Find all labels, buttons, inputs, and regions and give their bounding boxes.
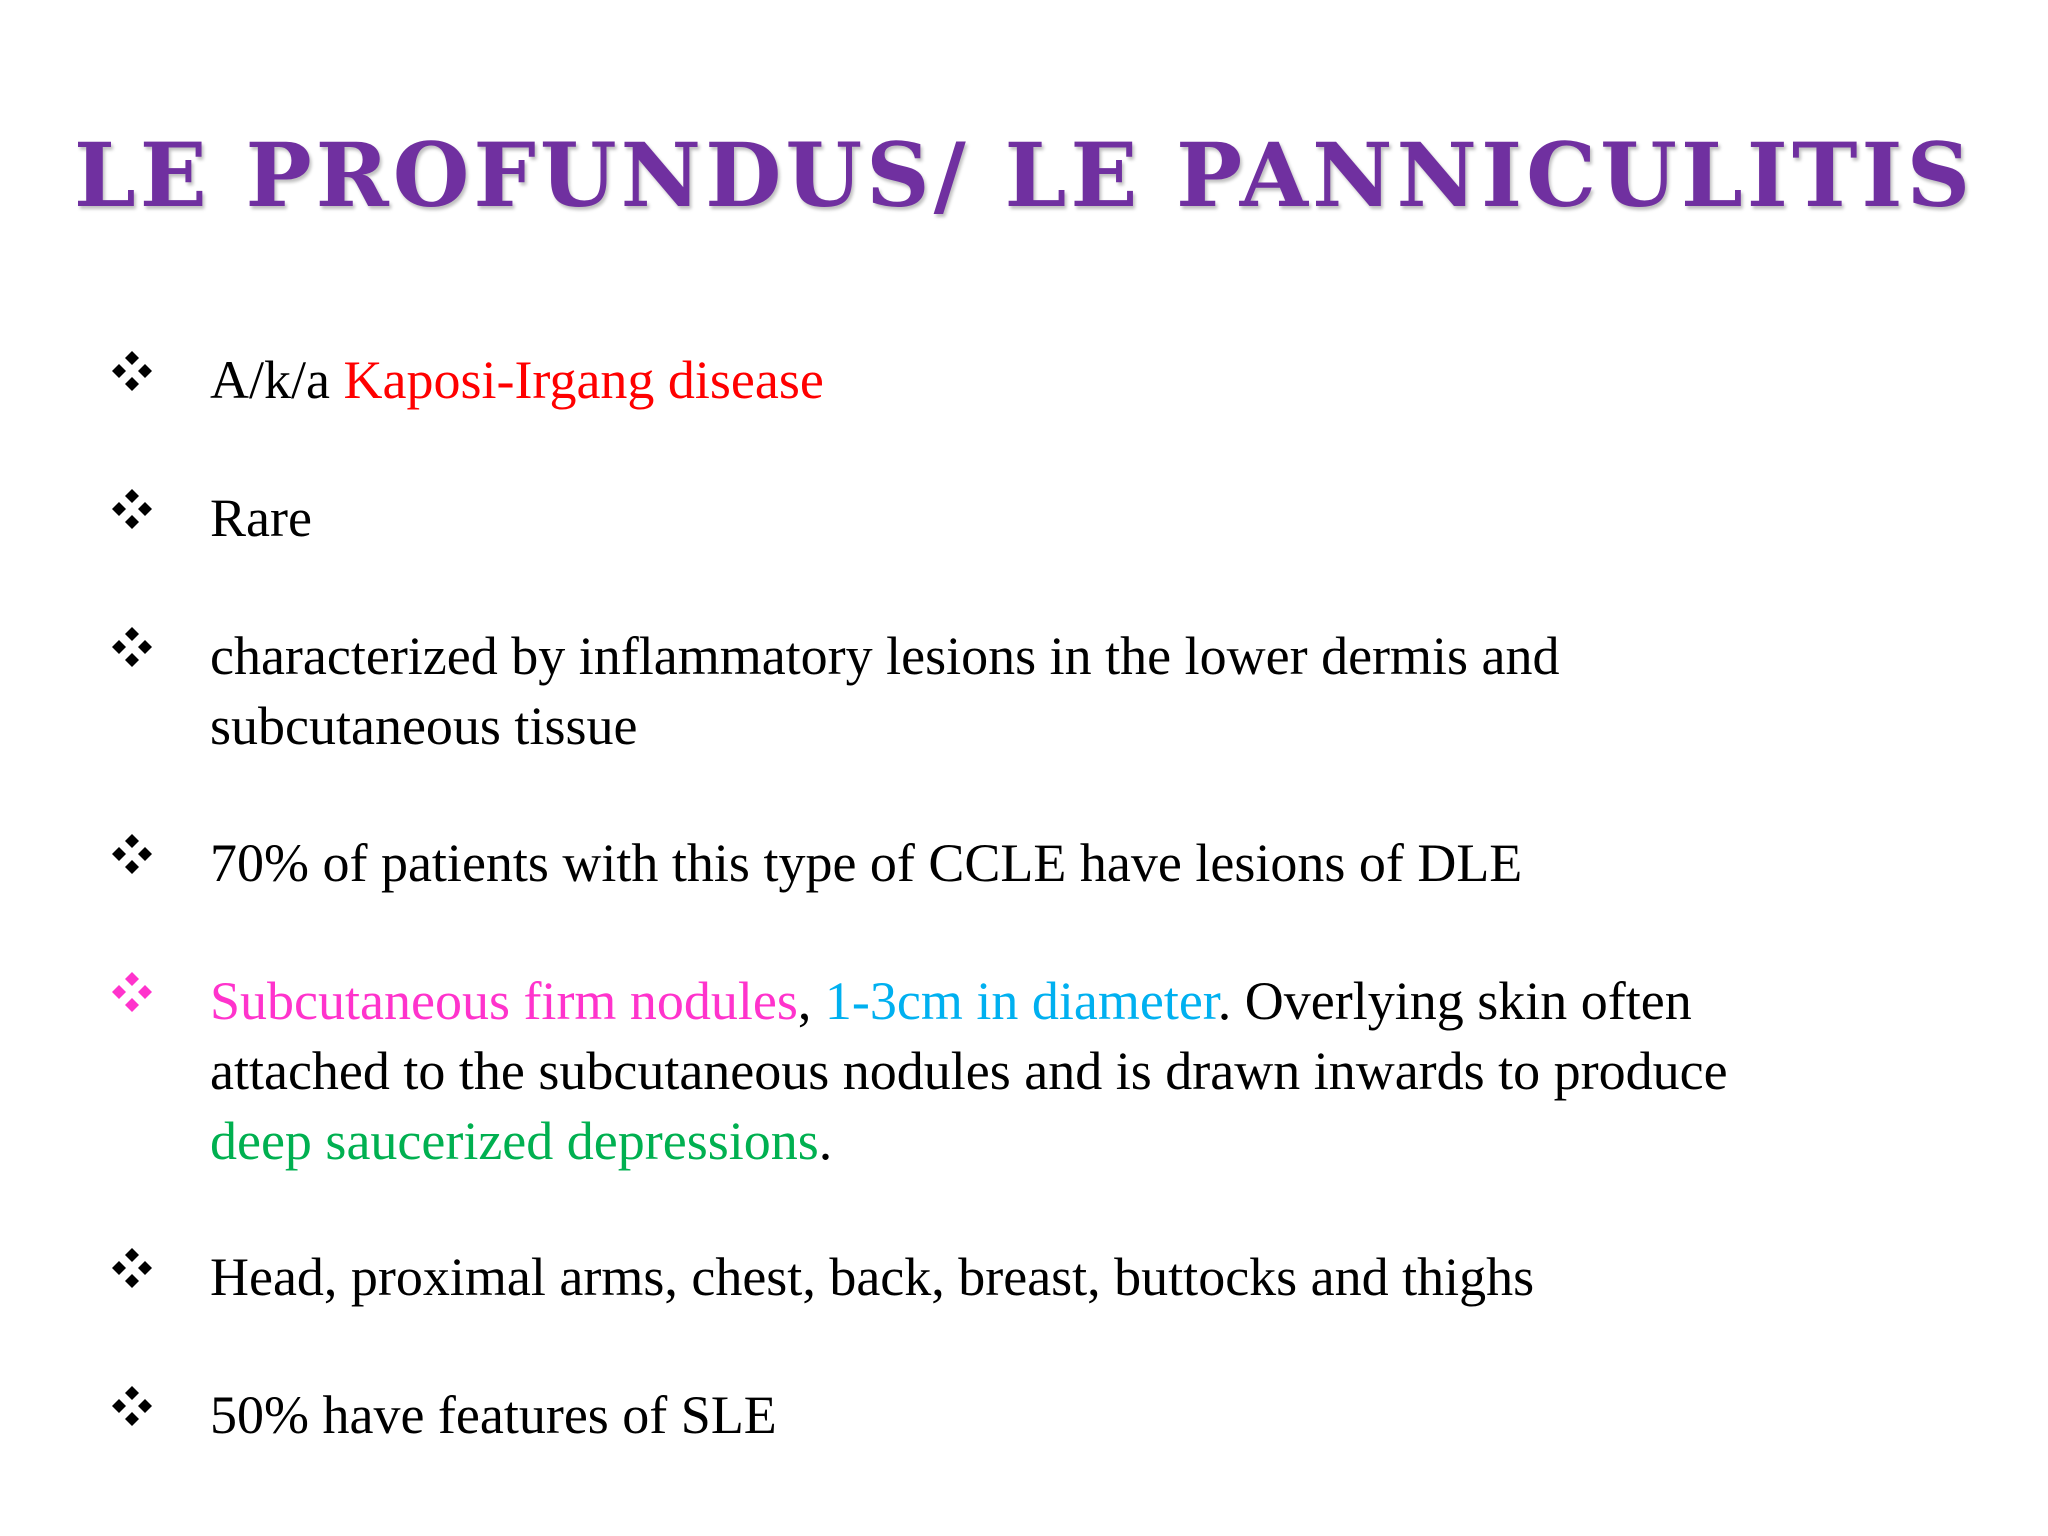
four-diamond-bullet-icon: [110, 1384, 154, 1428]
bullet-text-prefix: A/k/a: [210, 350, 344, 410]
four-diamond-bullet-icon: [110, 832, 154, 876]
highlight-kaposi-irgang: Kaposi-Irgang disease: [343, 350, 824, 410]
bullet-text-line2: subcutaneous tissue: [210, 696, 638, 756]
four-diamond-bullet-icon: [110, 1246, 154, 1290]
bullet-text-line2: attached to the subcutaneous nodules and is drawn inwards to produce: [210, 1041, 1728, 1101]
bullet-text-overlying: . Overlying skin often: [1217, 971, 1692, 1031]
bullet-text: 70% of patients with this type of CCLE have lesions of DLE: [210, 833, 1523, 893]
bullet-text-comma: ,: [797, 971, 825, 1031]
four-diamond-bullet-icon: [110, 625, 154, 669]
bullet-text: 50% have features of SLE: [210, 1385, 777, 1445]
bullet-text-line1: characterized by inflammatory lesions in the lower dermis and: [210, 626, 1560, 686]
bullet-text: Head, proximal arms, chest, back, breast, buttocks and thighs: [210, 1247, 1535, 1307]
bullet-text: [210, 621, 1970, 761]
bullet-text: Rare: [210, 488, 312, 548]
highlight-diameter: 1-3cm in diameter: [824, 971, 1218, 1031]
bullet-text: [210, 345, 1970, 415]
four-diamond-bullet-icon-pink: [110, 970, 154, 1014]
highlight-saucerized-depressions: deep saucerized depressions: [210, 1111, 819, 1171]
four-diamond-bullet-icon: [110, 487, 154, 531]
four-diamond-bullet-icon: [110, 349, 154, 393]
highlight-subcutaneous-nodules: Subcutaneous firm nodules: [210, 971, 798, 1031]
slide-title: LE PROFUNDUS/ LE PANNICULITIS: [73, 123, 1975, 227]
bullet-text: [210, 966, 1970, 1176]
bullet-text-period: .: [818, 1111, 833, 1171]
